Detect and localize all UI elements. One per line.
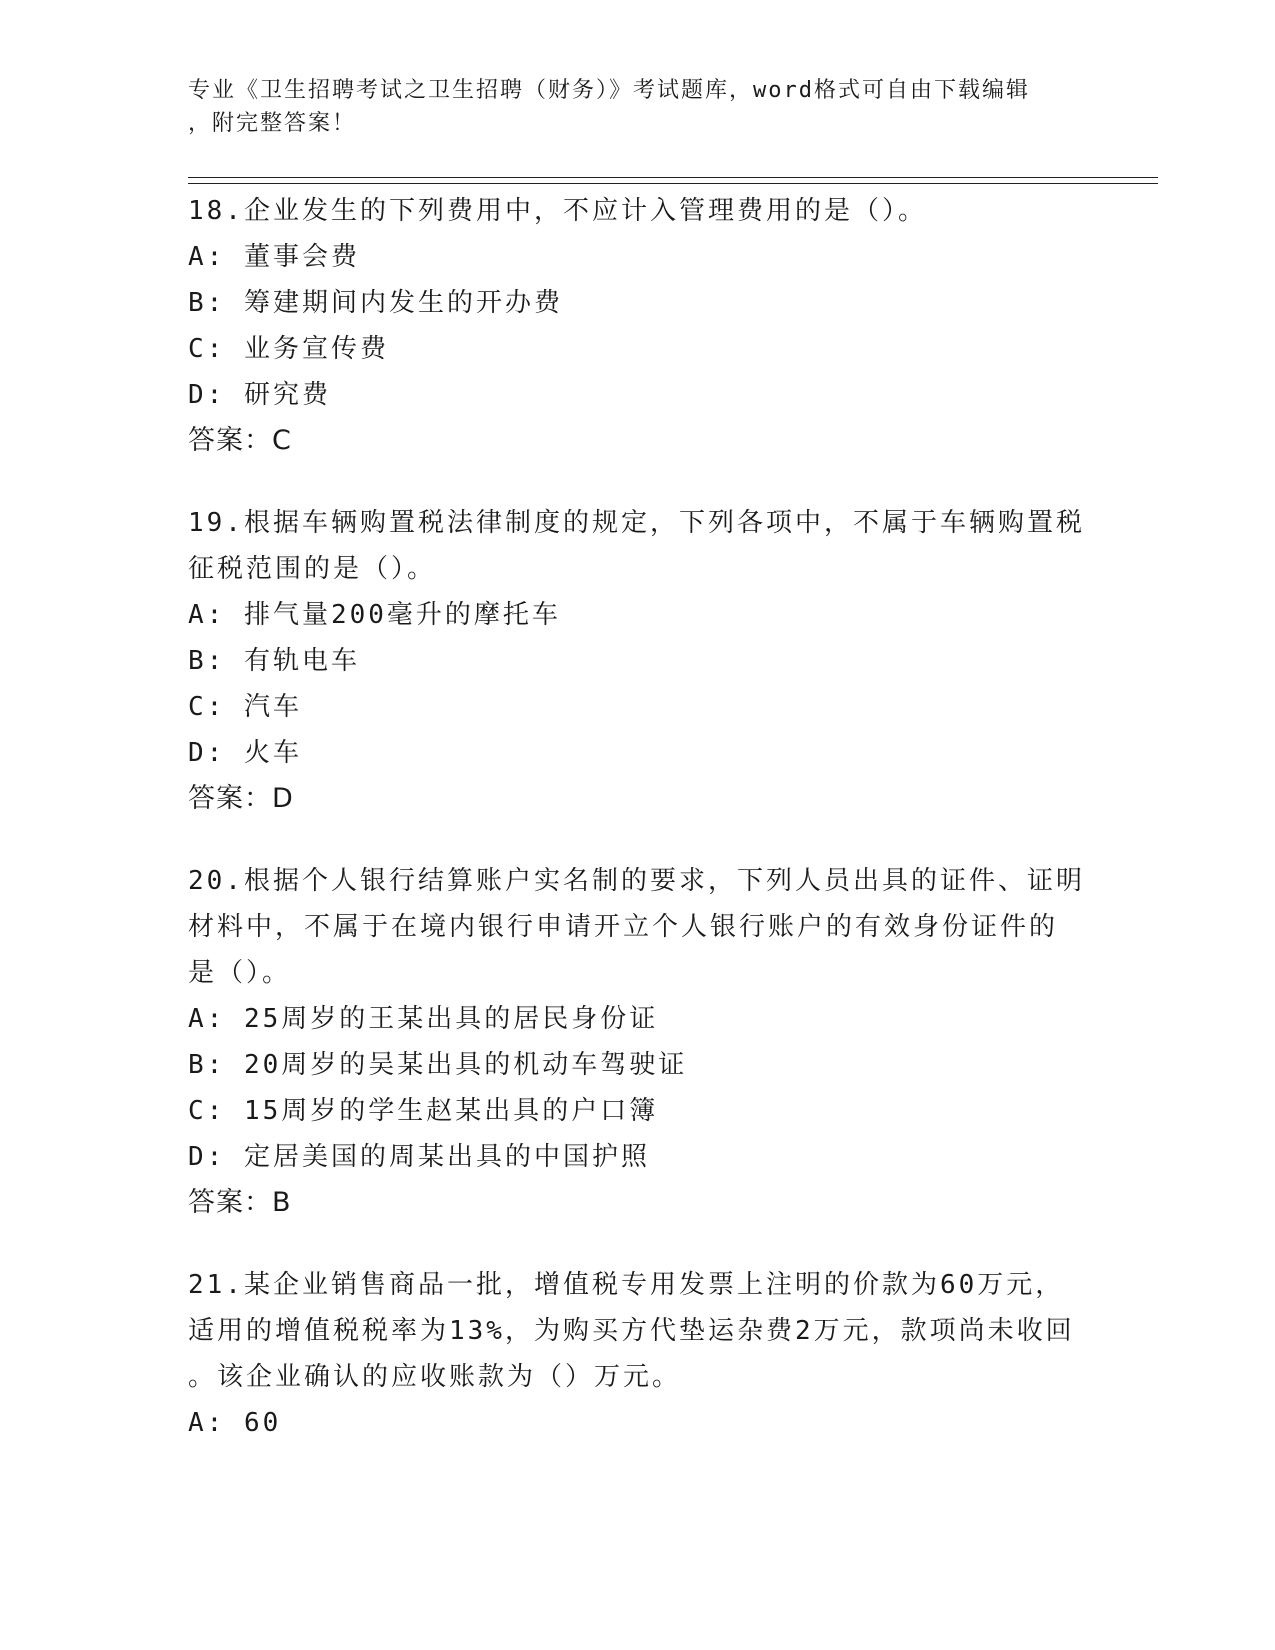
option-b: B: 筹建期间内发生的开办费 — [188, 288, 563, 318]
option-a: A: 排气量200毫升的摩托车 — [188, 600, 561, 630]
option-d: D: 定居美国的周某出具的中国护照 — [188, 1142, 650, 1172]
option-a: A: 25周岁的王某出具的居民身份证 — [188, 1004, 659, 1034]
question-text: 征税范围的是（）。 — [188, 554, 437, 584]
header-divider-top — [188, 177, 1158, 178]
header-line-1: 专业《卫生招聘考试之卫生招聘（财务）》考试题库，word格式可自由下载编辑 — [188, 78, 1030, 103]
option-a: A: 董事会费 — [188, 242, 360, 272]
question-text: 19.根据车辆购置税法律制度的规定，下列各项中，不属于车辆购置税 — [188, 508, 1085, 538]
option-b: B: 有轨电车 — [188, 646, 360, 676]
question-text: 20.根据个人银行结算账户实名制的要求，下列人员出具的证件、证明 — [188, 866, 1085, 896]
option-c: C: 汽车 — [188, 692, 302, 722]
question-text: 。该企业确认的应收账款为（）万元。 — [188, 1362, 682, 1392]
answer-text: 答案：B — [188, 1187, 292, 1218]
option-d: D: 火车 — [188, 738, 302, 768]
answer-text: 答案：C — [188, 425, 292, 456]
question-text: 18.企业发生的下列费用中，不应计入管理费用的是（）。 — [188, 196, 927, 226]
header-line-2: ，附完整答案！ — [188, 111, 357, 136]
question-text: 材料中，不属于在境内银行申请开立个人银行账户的有效身份证件的 — [188, 912, 1059, 942]
option-c: C: 业务宣传费 — [188, 334, 389, 364]
question-18 — [188, 188, 1088, 464]
option-d: D: 研究费 — [188, 380, 331, 410]
document-header — [188, 74, 1068, 140]
question-19 — [188, 500, 1088, 822]
header-divider-bottom — [188, 183, 1158, 184]
question-21 — [188, 1262, 1088, 1446]
option-c: C: 15周岁的学生赵某出具的户口簿 — [188, 1096, 659, 1126]
option-b: B: 20周岁的吴某出具的机动车驾驶证 — [188, 1050, 688, 1080]
question-20 — [188, 858, 1088, 1226]
question-text: 适用的增值税税率为13%，为购买方代垫运杂费2万元，款项尚未收回 — [188, 1316, 1075, 1346]
question-list — [188, 188, 1088, 1482]
question-text: 21.某企业销售商品一批，增值税专用发票上注明的价款为60万元， — [188, 1270, 1065, 1300]
answer-text: 答案：D — [188, 783, 294, 814]
question-text: 是（）。 — [188, 958, 292, 988]
option-a: A: 60 — [188, 1408, 282, 1438]
